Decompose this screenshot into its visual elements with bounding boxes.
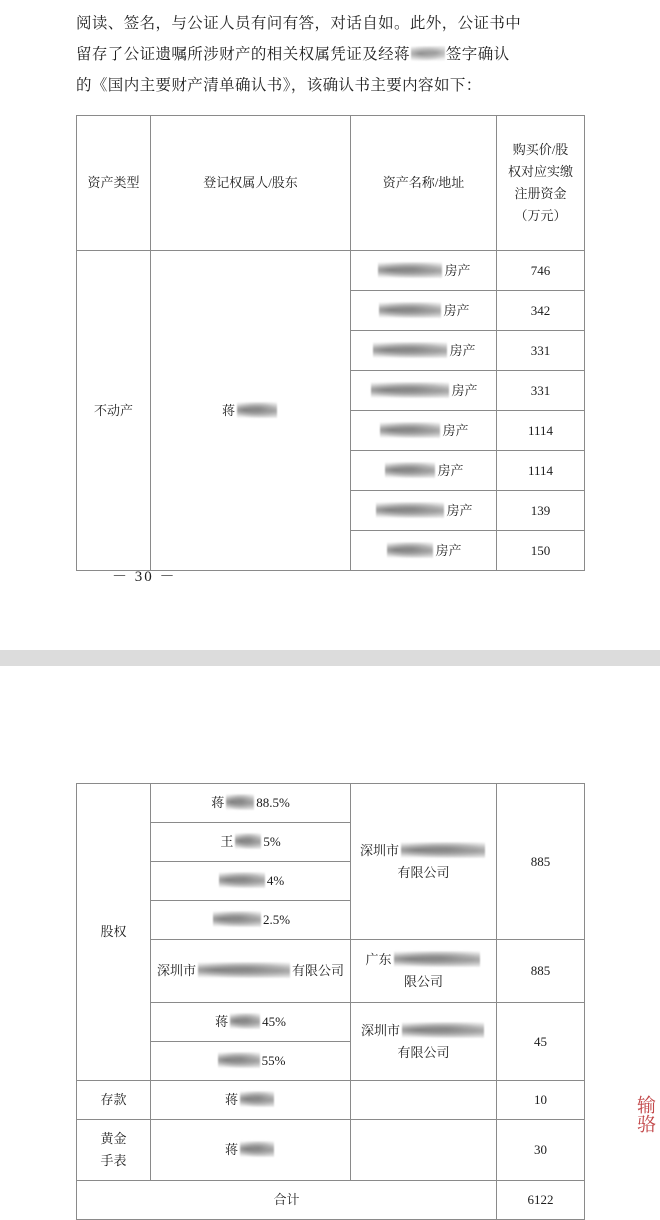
redaction-mark [401,842,485,858]
cell-company-line2: 限公司 [403,974,443,989]
cell-asset-type: 不动产 [77,251,151,571]
paragraph-line-1-text: 阅读、签名，与公证人员有问有答，对话自如。此外，公证书中 [76,15,522,32]
cell-amount: 746 [497,251,585,291]
cell-asset-name [351,251,497,291]
cell-company [351,784,497,940]
paragraph-line-3 [76,70,586,101]
equity-table [76,783,585,1220]
cell-amount: 331 [497,371,585,411]
paragraph-line-1 [76,8,586,39]
redaction-mark [237,402,277,418]
redaction-mark [219,872,265,888]
redaction-mark [240,1141,274,1157]
page-number: － 30 － [112,569,177,585]
redaction-mark [235,833,261,849]
redaction-mark [198,962,290,978]
cell-owner-text: 蒋 [221,402,235,418]
cell-amount: 30 [497,1120,585,1181]
cell-asset-name [351,291,497,331]
cell-company-line1-pre: 深圳市 [359,842,399,858]
cell-company-line1 [354,949,493,971]
cell-company-line2: 有限公司 [397,864,450,880]
cell-amount: 150 [497,531,585,571]
paragraph-line-2-text-post: 签字确认 [445,46,510,63]
header-asset-type: 资产类型 [77,116,151,251]
cell-amount: 331 [497,331,585,371]
cell-shareholder-post: 88.5% [256,795,290,810]
asset-table-container [76,115,584,571]
redaction-mark [378,262,442,278]
table-row [77,1081,585,1120]
cell-gold-company [351,1120,497,1181]
cell-amount: 885 [497,784,585,940]
header-amount-line1: 购买价/股 [512,142,569,157]
header-owner: 登记权属人/股东 [151,116,351,251]
asset-table [76,115,585,571]
paragraph-line-3-text: 的《国内主要财产清单确认书》，该确认书主要内容如下： [76,77,482,94]
cell-company [351,1003,497,1081]
cell-asset-name [351,531,497,571]
header-amount-line4: （万元） [514,208,567,223]
cell-asset-name-text: 房产 [449,342,476,358]
redaction-mark [402,1022,484,1038]
body-paragraph [76,8,586,101]
cell-shareholder [151,901,351,940]
cell-shareholder-pre: 深圳市 [156,963,196,978]
redaction-mark [226,794,254,810]
cell-shareholder [151,1003,351,1042]
cell-asset-name-text: 房产 [443,302,470,318]
cell-deposit-owner [151,1081,351,1120]
cell-shareholder [151,784,351,823]
cell-owner [151,251,351,571]
table-row [77,1003,585,1042]
page-divider [0,650,660,666]
cell-gold-label-line1: 黄金 [100,1131,127,1146]
redaction-mark [411,46,445,61]
redaction-mark [230,1013,260,1029]
redaction-mark [387,542,433,558]
cell-deposit-owner-pre: 蒋 [224,1092,238,1107]
cell-asset-name-text: 房产 [442,422,469,438]
redaction-mark [213,911,261,927]
cell-shareholder-pre: 王 [220,834,234,849]
table-row [77,1120,585,1181]
cell-shareholder-post: 有限公司 [292,963,345,978]
cell-company [351,940,497,1003]
cell-asset-name-text: 房产 [451,382,478,398]
cell-deposit-label: 存款 [77,1081,151,1120]
cell-company-line1 [354,840,493,862]
redaction-mark [373,342,447,358]
equity-table-container [76,783,584,1220]
cell-shareholder-post: 5% [263,834,281,849]
paragraph-line-2-text-pre: 留存了公证遗嘱所涉财产的相关权属凭证及经蒋 [76,46,410,63]
redaction-mark [394,951,480,967]
redaction-mark [376,502,444,518]
cell-asset-name-text: 房产 [444,262,471,278]
cell-company-line1-pre: 深圳市 [360,1022,400,1038]
cell-asset-name-text: 房产 [446,502,473,518]
cell-asset-name-text: 房产 [435,542,462,558]
red-seal-stamp: 输骆 [634,1095,655,1133]
cell-amount: 45 [497,1003,585,1081]
cell-amount: 342 [497,291,585,331]
header-amount-line3: 注册资金 [514,186,567,201]
cell-shareholder [151,1042,351,1081]
header-asset-name: 资产名称/地址 [351,116,497,251]
header-amount [497,116,585,251]
table-row [77,784,585,823]
redaction-mark [385,462,435,478]
redaction-mark [218,1052,260,1068]
cell-asset-name [351,451,497,491]
cell-shareholder [151,940,351,1003]
cell-gold-label [77,1120,151,1181]
cell-amount: 10 [497,1081,585,1120]
cell-amount: 885 [497,940,585,1003]
cell-asset-name [351,491,497,531]
cell-asset-name [351,371,497,411]
cell-shareholder [151,823,351,862]
cell-amount: 1114 [497,451,585,491]
cell-gold-label-line2: 手表 [100,1153,127,1168]
cell-asset-name-text: 房产 [437,462,464,478]
table-row [77,940,585,1003]
redaction-mark [371,382,449,398]
redaction-mark [380,422,440,438]
header-amount-line2: 权对应实缴 [507,164,573,179]
cell-gold-owner [151,1120,351,1181]
cell-asset-name [351,331,497,371]
cell-shareholder [151,862,351,901]
cell-shareholder-post: 55% [261,1053,286,1068]
cell-amount: 1114 [497,411,585,451]
cell-company-line2: 有限公司 [397,1044,450,1060]
table-total-row [77,1181,585,1220]
cell-shareholder-pre: 蒋 [211,795,225,810]
cell-shareholder-post: 2.5% [262,912,291,927]
cell-company-line1 [354,1020,493,1042]
redaction-mark [240,1091,274,1107]
cell-asset-name [351,411,497,451]
cell-deposit-company [351,1081,497,1120]
cell-amount: 139 [497,491,585,531]
cell-shareholder-post: 45% [262,1014,286,1029]
table-row [77,251,585,291]
redaction-mark [379,302,441,318]
cell-shareholder-pre: 蒋 [215,1014,229,1029]
cell-shareholder-post: 4% [266,873,285,888]
paragraph-line-2 [76,39,586,70]
cell-gold-owner-pre: 蒋 [224,1142,238,1157]
table-header-row [77,116,585,251]
cell-equity-label: 股权 [77,784,151,1081]
cell-company-line1-pre: 广东 [365,952,392,967]
cell-total-label: 合计 [77,1181,497,1220]
cell-total-amount: 6122 [497,1181,585,1220]
